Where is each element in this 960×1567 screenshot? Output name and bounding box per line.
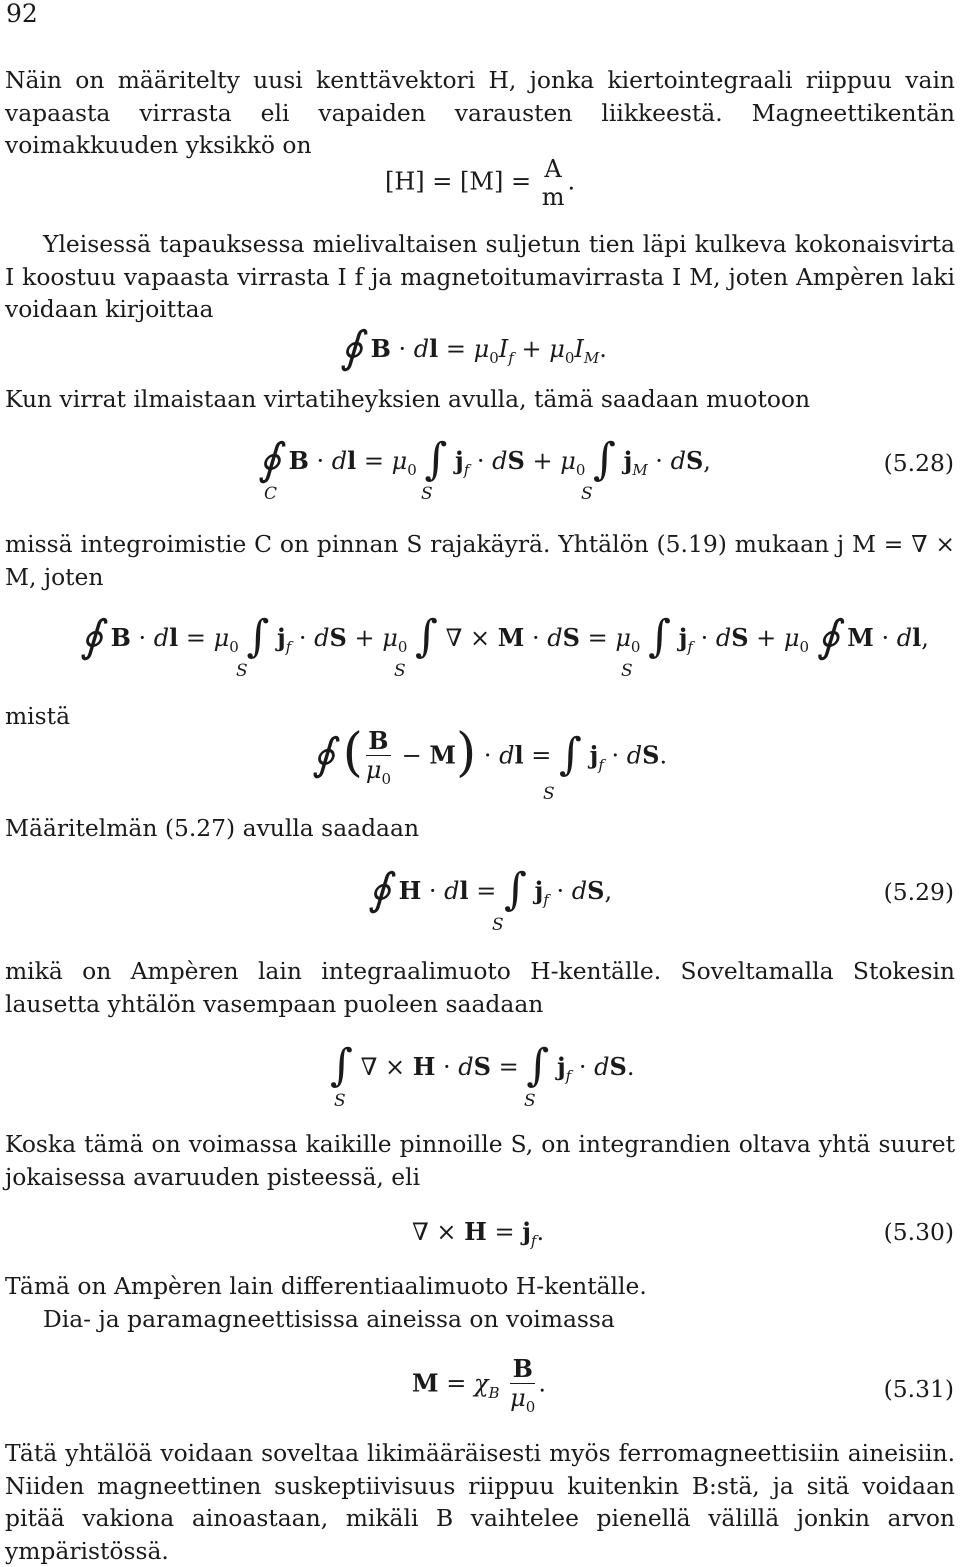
paragraph-differential-form: Tämä on Ampèren lain differentiaalimuoto H-kentälle. xyxy=(5,1272,647,1300)
integral-icon: ∫ xyxy=(415,611,438,662)
integral-icon: ∫ xyxy=(559,728,582,780)
units-period: . xyxy=(567,167,576,196)
contour-integral-icon: ∮ xyxy=(368,864,391,915)
limit-S: S xyxy=(334,1091,346,1111)
limit-S: S xyxy=(421,484,433,504)
paragraph-integration-path: missä integroimistie C on pinnan S rajakäyrä. Yhtälön (5.19) mukaan j M = ∇ × M, joten xyxy=(5,530,955,591)
limit-S: S xyxy=(524,1091,536,1111)
paragraph-ferromagnetic: Tätä yhtälöä voidaan soveltaa likimääräisesti myös ferromagneettisiin aineisiin. Niiden magneettinen suskeptiivisuus riippuu kuitenkin B:stä, ja sitä voidaan pitää vakiona ainoastaan, mikäli B vaihtelee pienellä välillä jonkin arvon ympäristössä. xyxy=(5,1439,955,1565)
equation-free-current: ∮ ( $\frac{B}{\mu_0}$ − M) · dl = ∫ $j_f$ · dS. xyxy=(312,722,668,788)
paragraph-all-surfaces: Koska tämä on voimassa kaikille pinnoille S, on integrandien oltava yhtä suuret jokaisessa avaruuden pisteessä, eli xyxy=(5,1130,955,1191)
equation-5-29: ∮ H · dl = ∫ $j_f$ · dS, xyxy=(368,864,613,915)
fraction-B-over-mu0: $\frac{B}{\mu_0}$ xyxy=(510,1354,536,1416)
limit-S: S xyxy=(621,661,633,681)
equation-5-30: ∇ × $H = j_f$. xyxy=(412,1217,545,1250)
limit-S: S xyxy=(236,661,248,681)
equation-number: (5.28) xyxy=(883,449,954,477)
integral-icon: ∫ xyxy=(424,434,448,485)
equation-number: (5.30) xyxy=(883,1218,954,1246)
contour-integral-icon: ∮ xyxy=(340,322,363,373)
equation-stokes: ∫ ∇ × H · dS = ∫ $j_f$ · dS. xyxy=(330,1040,635,1091)
equation-5-31: $M = \chi_B$ $\frac{B}{\mu_0}$ . xyxy=(412,1354,546,1416)
limit-S: S xyxy=(543,784,555,804)
integral-icon: ∫ xyxy=(504,864,527,915)
paragraph-dia-para: Dia- ja paramagneettisissa aineissa on voimassa xyxy=(43,1305,615,1333)
contour-integral-icon: ∮ xyxy=(816,611,840,662)
fraction-B-over-mu0: $\frac{B}{\mu_0}$ xyxy=(365,726,392,788)
units-lhs: [H] = [M] = xyxy=(385,167,532,196)
equation-magnetization-current: ∮ B · dl = $\mu_0$ ∫ $j_f$ · dS + $\mu_0$ ∫ ∇ × M · dS = $\mu_0$ ∫ $j_f$ · dS + $\mu_0$ ∮ M · dl, xyxy=(80,611,929,662)
paragraph-current-densities: Kun virrat ilmaistaan virtatiheyksien avulla, tämä saadaan muotoon xyxy=(5,385,811,413)
integral-icon: ∫ xyxy=(526,1040,550,1091)
paragraph-intro: Näin on määritelty uusi kenttävektori H, jonka kiertointegraali riippuu vain vapaasta virrasta eli vapaiden varausten liikkeestä. Magneettikentän voimakkuuden yksikkö on xyxy=(5,66,955,159)
limit-C: C xyxy=(264,484,278,504)
word-mista: mistä xyxy=(5,702,71,730)
limit-S: S xyxy=(492,915,504,935)
equation-ampere-currents: ∮ B · dl = $\mu_0I_f + \mu_0I_M$. xyxy=(340,322,607,373)
equation-5-28: ∮ B · dl = $\mu_0$ ∫ $j_f$ · dS + $\mu_0$ ∫ $j_M$ · dS, xyxy=(258,434,711,485)
equation-number: (5.31) xyxy=(883,1375,954,1403)
units-fraction xyxy=(542,155,565,211)
integral-icon: ∫ xyxy=(330,1040,353,1091)
equation-units xyxy=(385,155,575,211)
page-number: 92 xyxy=(6,0,38,28)
integral-icon: ∫ xyxy=(246,611,270,662)
integral-icon: ∫ xyxy=(593,434,616,485)
contour-integral-icon: ∮ xyxy=(312,728,335,780)
contour-integral-icon: ∮ xyxy=(80,611,103,662)
limit-S: S xyxy=(394,661,406,681)
integral-icon: ∫ xyxy=(648,611,672,662)
paragraph-ampere: Yleisessä tapauksessa mielivaltaisen suljetun tien läpi kulkeva kokonaisvirta I koostuu vapaasta virrasta I f ja magnetoitumavirrasta I M, joten Ampèren laki voidaan kirjoittaa xyxy=(5,230,955,323)
paragraph-definition: Määritelmän (5.27) avulla saadaan xyxy=(5,814,420,842)
paragraph-integral-form: mikä on Ampèren lain integraalimuoto H-kentälle. Soveltamalla Stokesin lausetta yhtälön vasempaan puoleen saadaan xyxy=(5,957,955,1018)
limit-S: S xyxy=(581,484,593,504)
contour-integral-icon: ∮ xyxy=(258,434,281,485)
equation-number: (5.29) xyxy=(883,878,954,906)
units-denominator: m xyxy=(541,183,565,211)
units-numerator: A xyxy=(544,155,562,183)
